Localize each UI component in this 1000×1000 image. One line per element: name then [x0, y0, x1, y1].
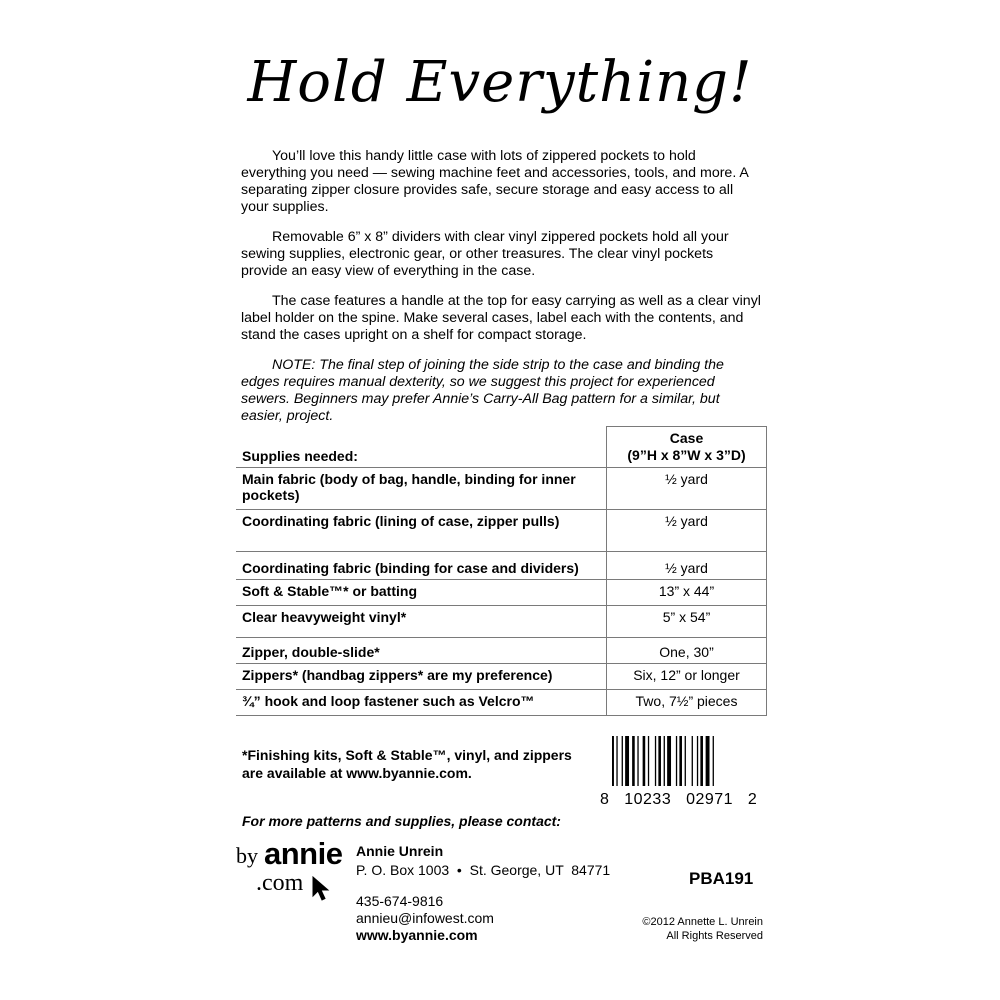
supply-item: Main fabric (body of bag, handle, binding for inner pockets) [236, 468, 607, 510]
supply-amount: One, 30” [607, 638, 767, 664]
description [241, 148, 761, 438]
supplies-header-label: Supplies needed: [236, 427, 607, 468]
email-address: annieu@infowest.com [356, 910, 494, 926]
table-row [236, 468, 767, 510]
pattern-code: PBA191 [689, 869, 754, 888]
size-column-header [607, 427, 767, 468]
address-block [356, 842, 610, 880]
supply-amount: ½ yard [607, 552, 767, 580]
table-row [236, 606, 767, 638]
supply-item: Coordinating fabric (binding for case and dividers) [236, 552, 607, 580]
supply-item: Coordinating fabric (lining of case, zipper pulls) [236, 510, 607, 552]
contact-details [356, 893, 494, 944]
page-title: Hold Everything! [247, 50, 753, 115]
phone-number: 435-674-9816 [356, 893, 444, 909]
supply-amount: ½ yard [607, 510, 767, 552]
table-row [236, 690, 767, 716]
table-row [236, 638, 767, 664]
supplies-table [236, 426, 767, 716]
supply-item: Zipper, double-slide* [236, 638, 607, 664]
byannie-logo [236, 836, 346, 910]
column-subtitle: (9”H x 8”W x 3”D) [627, 447, 746, 463]
supply-amount: Two, 7½” pieces [607, 690, 767, 716]
finishing-kits-note: *Finishing kits, Soft & Stable™, vinyl, and zippers are available at www.byannie.com. [242, 747, 572, 781]
cursor-arrow-icon [312, 876, 332, 902]
rights-line: All Rights Reserved [666, 930, 763, 942]
street-address: P. O. Box 1003 • St. George, UT 84771 [356, 862, 611, 878]
supply-amount: 13” x 44” [607, 580, 767, 606]
copyright-line: ©2012 Annette L. Unrein [642, 916, 763, 928]
paragraph-note: NOTE: The final step of joining the side strip to the case and binding the edges requires manual dexterity, so we suggest this project for experienced sewers. Beginners may prefer Annie’s Carry-All Bag pattern for a similar, but easier, project. [241, 357, 724, 424]
column-title: Case [669, 430, 704, 446]
contact-name: Annie Unrein [356, 843, 444, 859]
supply-amount: 5” x 54” [607, 606, 767, 638]
table-header-row [236, 427, 767, 468]
logo-com: .com [256, 870, 304, 896]
supply-item: ¾” hook and loop fastener such as Velcro™ [236, 690, 607, 716]
paragraph-intro: You’ll love this handy little case with lots of zippered pockets to hold everything you need — sewing machine feet and accessories, tools, and more. A separating zipper closure provides safe, secure storage and easy access to all your supplies. [241, 148, 749, 215]
supply-amount: Six, 12” or longer [607, 664, 767, 690]
supply-item: Soft & Stable™* or batting [236, 580, 607, 606]
table-row [236, 580, 767, 606]
supply-item: Clear heavyweight vinyl* [236, 606, 607, 638]
supply-amount: ½ yard [607, 468, 767, 510]
table-row [236, 664, 767, 690]
table-row [236, 510, 767, 552]
barcode-number: 8 10233 02971 2 [600, 791, 758, 808]
paragraph-dividers: Removable 6” x 8” dividers with clear vinyl zippered pockets hold all your sewing supplies, electronic gear, or other treasures. The clear vinyl pockets provide an easy view of everything in the case. [241, 229, 729, 279]
paragraph-features: The case features a handle at the top for easy carrying as well as a clear vinyl label holder on the spine. Make several cases, label each with the contents, and stand the cases upright on a shelf for compact storage. [241, 293, 761, 343]
barcode-image [612, 736, 754, 786]
copyright-notice [600, 915, 763, 943]
contact-heading: For more patterns and supplies, please contact: [242, 813, 561, 829]
table-row [236, 552, 767, 580]
website-link: www.byannie.com [356, 927, 478, 943]
logo-annie: annie [264, 836, 343, 871]
logo-by: by [236, 843, 258, 868]
supply-item: Zippers* (handbag zippers* are my preference) [236, 664, 607, 690]
